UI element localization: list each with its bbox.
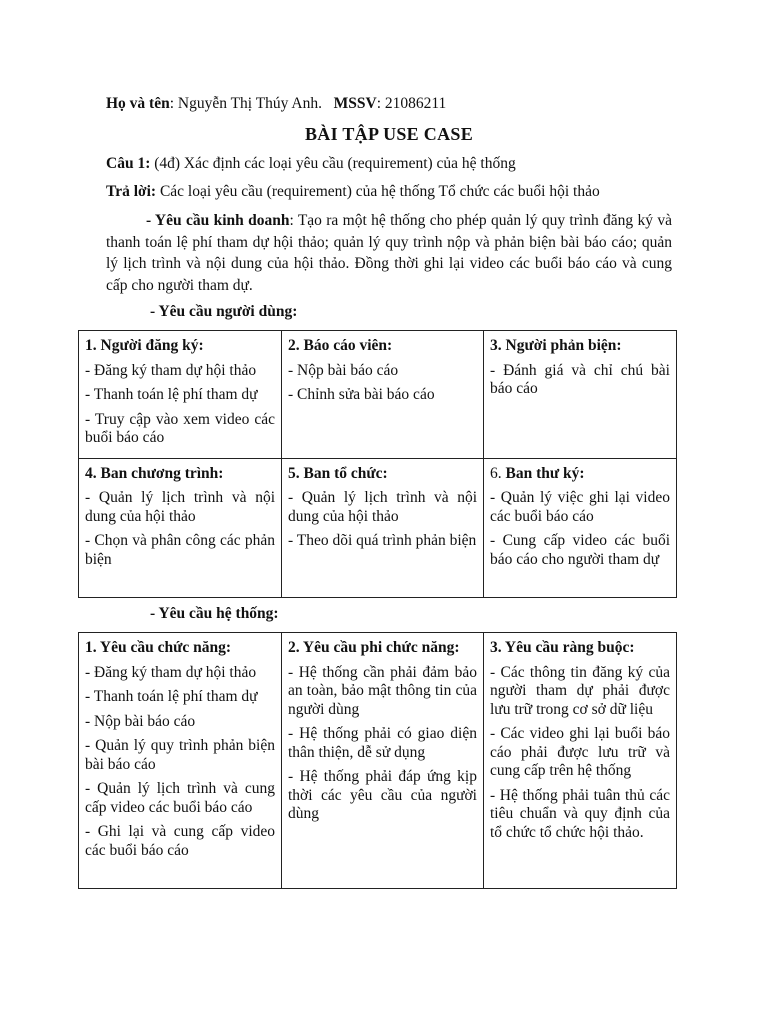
cell-title: 6. Ban thư ký:	[490, 464, 585, 482]
list-item: - Đăng ký tham dự hội thảo	[85, 663, 257, 681]
list-item: - Chỉnh sửa bài báo cáo	[288, 386, 435, 403]
list-item: - Hệ thống phải đáp ứng kịp thời các yêu cầu của người dùng	[288, 768, 477, 822]
list-item: - Quản lý lịch trình và cung cấp video các buổi báo cáo	[85, 780, 275, 816]
cell-title: 1. Người đăng ký:	[85, 337, 204, 354]
list-item: - Hệ thống cần phải đảm bảo an toàn, bảo mật thông tin của người dùng	[288, 663, 477, 718]
list-item: - Theo dõi quá trình phản biện	[288, 532, 477, 549]
list-item: - Đăng ký tham dự hội thảo	[85, 361, 257, 379]
list-item: - Quản lý lịch trình và nội dung của hội thảo	[288, 489, 477, 525]
student-info-line	[106, 94, 446, 114]
answer-text: Các loại yêu cầu (requirement) của hệ thống Tổ chức các buổi hội thảo	[156, 183, 600, 200]
list-item: - Thanh toán lệ phí tham dự	[85, 386, 258, 403]
business-requirement-text: : Tạo ra một hệ thống cho phép quản lý quy trình đăng ký và thanh toán lệ phí tham dự hội thảo; quản lý quy trình nộp và phản biện bài báo cáo; quản lý lịch trình và nội dung của hội thảo. Đồng thời ghi lại video các buổi báo cáo và cung cấp cho người tham dự.	[106, 212, 672, 294]
question-label: Câu 1:	[106, 155, 151, 172]
business-requirement-label: - Yêu cầu kinh doanh	[146, 212, 290, 229]
table-cell	[282, 458, 484, 597]
table-row	[79, 458, 677, 597]
list-item: - Đánh giá và chỉ chú bài báo cáo	[490, 361, 670, 397]
cell-title: 2. Báo cáo viên:	[288, 337, 393, 354]
student-id: : 21086211	[376, 95, 447, 112]
student-id-label: MSSV	[333, 95, 377, 112]
table-cell	[79, 458, 282, 597]
user-requirements-heading: - Yêu cầu người dùng:	[150, 303, 298, 320]
business-requirement-paragraph	[106, 210, 672, 296]
table-cell	[282, 331, 484, 459]
user-requirements-table	[78, 330, 677, 598]
table-cell	[484, 458, 677, 597]
table-row	[79, 633, 677, 889]
list-item: - Quản lý việc ghi lại video các buổi báo cáo	[490, 489, 670, 525]
list-item: - Nộp bài báo cáo	[85, 712, 196, 730]
name-label: Họ và tên	[106, 95, 170, 112]
table-cell	[79, 331, 282, 459]
table-cell	[484, 331, 677, 459]
cell-title: 3. Yêu cầu ràng buộc:	[490, 639, 635, 656]
page-title: BÀI TẬP USE CASE	[304, 124, 474, 144]
list-item: - Quản lý lịch trình và nội dung của hội thảo	[85, 489, 275, 525]
question-line	[106, 154, 516, 174]
question-text: (4đ) Xác định các loại yêu cầu (requirement) của hệ thống	[150, 155, 516, 172]
list-item: - Cung cấp video các buổi báo cáo cho người tham dự	[490, 532, 670, 568]
table-cell	[484, 633, 677, 889]
cell-title: 2. Yêu cầu phi chức năng:	[288, 639, 460, 656]
system-requirements-heading: - Yêu cầu hệ thống:	[150, 605, 279, 622]
list-item: - Hệ thống phải có giao diện thân thiện, dễ sử dụng	[288, 725, 477, 761]
cell-title: 5. Ban tổ chức:	[288, 464, 388, 482]
cell-title: 1. Yêu cầu chức năng:	[85, 639, 232, 656]
cell-title: 3. Người phản biện:	[490, 337, 622, 354]
system-requirements-table	[78, 632, 677, 889]
list-item: - Hệ thống phải tuân thủ các tiêu chuẩn và quy định của tổ chức tổ chức hội thảo.	[490, 786, 670, 841]
list-item: - Chọn và phân công các phản biện	[85, 532, 275, 568]
list-item: - Nộp bài báo cáo	[288, 361, 399, 379]
student-name: : Nguyễn Thị Thúy Anh.	[169, 95, 322, 112]
list-item: - Truy cập vào xem video các buổi báo cáo	[85, 410, 275, 446]
answer-label: Trả lời:	[106, 183, 157, 200]
answer-line	[106, 182, 600, 202]
table-row	[79, 331, 677, 459]
list-item: - Thanh toán lệ phí tham dự	[85, 688, 258, 705]
list-item: - Ghi lại và cung cấp video các buổi báo cáo	[85, 823, 275, 859]
table-cell	[79, 633, 282, 889]
list-item: - Các thông tin đăng ký của người tham dự phải được lưu trữ trong cơ sở dữ liệu	[490, 663, 670, 718]
table-cell	[282, 633, 484, 889]
list-item: - Quản lý quy trình phản biện bài báo cáo	[85, 737, 275, 773]
cell-title: 4. Ban chương trình:	[85, 464, 224, 482]
list-item: - Các video ghi lại buổi báo cáo phải được lưu trữ và cung cấp trên hệ thống	[490, 725, 670, 779]
